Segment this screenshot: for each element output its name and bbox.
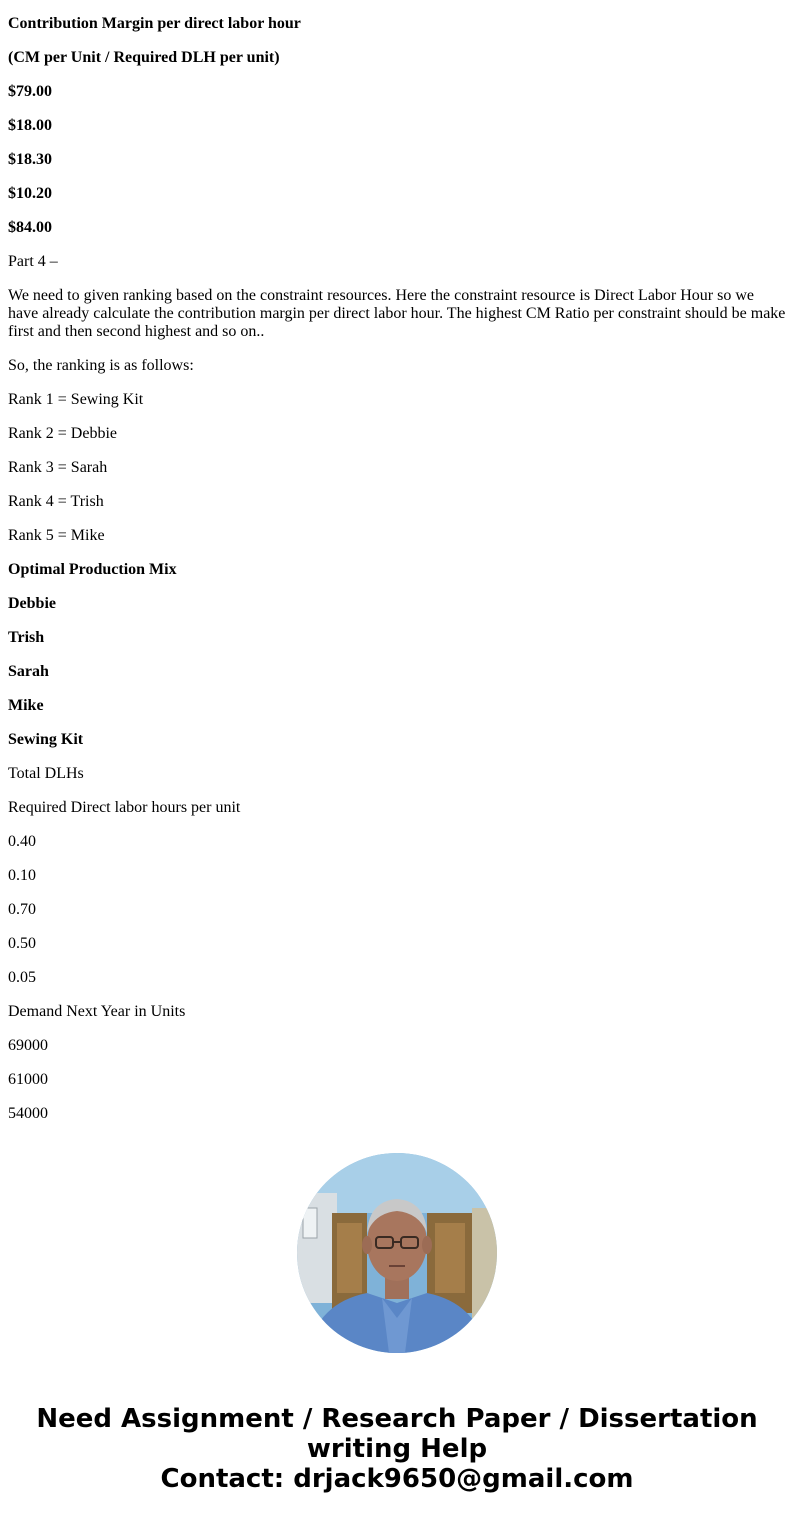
req-dlh-label: Required Direct labor hours per unit xyxy=(8,799,241,816)
footer-line: Need Assignment / Research Paper / Dissertation xyxy=(36,1404,758,1434)
ranking-item: Rank 2 = Debbie xyxy=(8,425,117,442)
total-dlhs-label: Total DLHs xyxy=(8,765,84,782)
demand-label: Demand Next Year in Units xyxy=(8,1003,186,1020)
cm-value: $18.30 xyxy=(8,151,52,168)
explanation-paragraph: We need to given ranking based on the constraint resources. Here the constraint resource is Direct Labor Hour so we have already calculate the contribution margin per direct labor hour. The highest CM Ratio per constraint should be make first and then second highest and so on.. xyxy=(8,287,786,340)
demand-value: 54000 xyxy=(8,1105,48,1122)
product-name: Mike xyxy=(8,697,44,714)
product-name: Trish xyxy=(8,629,45,646)
ranking-intro: So, the ranking is as follows: xyxy=(8,357,194,374)
req-dlh-value: 0.10 xyxy=(8,867,36,884)
product-name: Debbie xyxy=(8,595,56,612)
author-avatar xyxy=(297,1153,497,1353)
footer-contact-email: Contact: drjack9650@gmail.com xyxy=(160,1464,634,1494)
ranking-item: Rank 1 = Sewing Kit xyxy=(8,391,144,408)
cm-heading: Contribution Margin per direct labor hour xyxy=(8,15,301,32)
cm-value: $84.00 xyxy=(8,219,52,236)
ranking-item: Rank 5 = Mike xyxy=(8,527,105,544)
req-dlh-value: 0.50 xyxy=(8,935,36,952)
footer-contact xyxy=(0,1404,794,1494)
cm-value: $79.00 xyxy=(8,83,52,100)
cm-value: $18.00 xyxy=(8,117,52,134)
ranking-item: Rank 3 = Sarah xyxy=(8,459,108,476)
cm-formula: (CM per Unit / Required DLH per unit) xyxy=(8,49,280,66)
cm-value: $10.20 xyxy=(8,185,52,202)
req-dlh-value: 0.40 xyxy=(8,833,36,850)
demand-value: 69000 xyxy=(8,1037,48,1054)
product-name: Sarah xyxy=(8,663,49,680)
demand-value: 61000 xyxy=(8,1071,48,1088)
footer-line: writing Help xyxy=(306,1434,488,1464)
document-body xyxy=(8,15,788,1139)
avatar-portrait xyxy=(297,1153,497,1353)
part-label: Part 4 – xyxy=(8,253,58,270)
mix-heading: Optimal Production Mix xyxy=(8,561,177,578)
ranking-item: Rank 4 = Trish xyxy=(8,493,104,510)
product-name: Sewing Kit xyxy=(8,731,84,748)
req-dlh-value: 0.70 xyxy=(8,901,36,918)
req-dlh-value: 0.05 xyxy=(8,969,36,986)
